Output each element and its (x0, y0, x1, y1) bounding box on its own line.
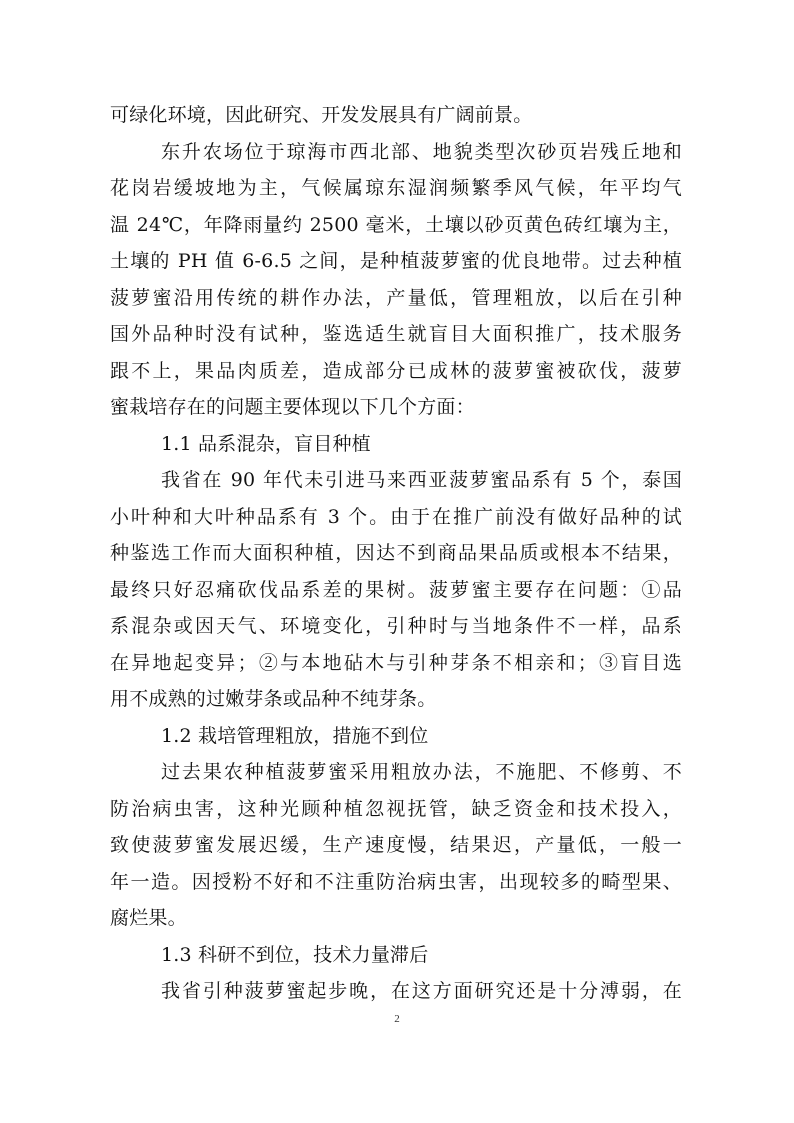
paragraph-line: 年一造。因授粉不好和不注重防治病虫害，出现较多的畸型果、 (110, 870, 682, 893)
paragraph-line: 我省在 90 年代未引进马来西亚菠萝蜜品系有 5 个，泰国 (161, 469, 682, 491)
paragraph-line: 用不成熟的过嫩芽条或品种不纯芽条。 (110, 688, 437, 710)
paragraph-line: 国外品种时没有试种，鉴选适生就盲目大面积推广，技术服务 (110, 323, 682, 345)
paragraph-line: 菠萝蜜沿用传统的耕作办法，产量低，管理粗放，以后在引种 (110, 286, 682, 309)
paragraph-line: 在异地起变异；②与本地砧木与引种芽条不相亲和；③盲目选 (110, 651, 682, 674)
paragraph-line: 温 24℃，年降雨量约 2500 毫米，土壤以砂页黄色砖红壤为主， (110, 213, 682, 236)
paragraph-line: 过去果农种植菠萝蜜采用粗放办法，不施肥、不修剪、不 (161, 761, 682, 783)
paragraph-line: 跟不上，果品肉质差，造成部分已成林的菠萝蜜被砍伐，菠萝 (110, 359, 682, 382)
paragraph-line: 防治病虫害，这种光顾种植忽视抚管，缺乏资金和技术投入， (110, 797, 682, 820)
section-heading: 1.1 品系混杂，盲目种植 (161, 432, 371, 455)
page-number: 2 (394, 1013, 400, 1025)
paragraph-line: 我省引种菠萝蜜起步晚，在这方面研究还是十分溥弱，在 (161, 980, 682, 1002)
paragraph-line: 致使菠萝蜜发展迟缓，生产速度慢，结果迟，产量低，一般一 (110, 834, 682, 856)
paragraph-line: 土壤的 PH 值 6-6.5 之间，是种植菠萝蜜的优良地带。过去种植 (110, 250, 682, 272)
paragraph-line: 可绿化环境，因此研究、开发发展具有广阔前景。 (110, 104, 533, 126)
paragraph-line: 最终只好忍痛砍伐品系差的果树。菠萝蜜主要存在问题：①品 (110, 578, 682, 601)
section-heading: 1.3 科研不到位，技术力量滞后 (161, 943, 429, 966)
paragraph-line: 小叶种和大叶种品系有 3 个。由于在推广前没有做好品种的试 (110, 505, 682, 528)
paragraph-line: 系混杂或因天气、环境变化，引种时与当地条件不一样，品系 (110, 615, 682, 637)
paragraph-line: 花岗岩缓坡地为主，气候属琼东湿润频繁季风气候，年平均气 (110, 177, 682, 199)
body-text (110, 97, 682, 1010)
paragraph-line: 种鉴选工作而大面积种植，因达不到商品果品质或根本不结果， (110, 542, 682, 564)
paragraph-line: 蜜栽培存在的问题主要体现以下几个方面： (110, 396, 475, 418)
paragraph-line: 腐烂果。 (110, 907, 187, 929)
section-heading: 1.2 栽培管理粗放，措施不到位 (161, 724, 429, 747)
paragraph-line: 东升农场位于琼海市西北部、地貌类型次砂页岩残丘地和 (161, 140, 682, 163)
